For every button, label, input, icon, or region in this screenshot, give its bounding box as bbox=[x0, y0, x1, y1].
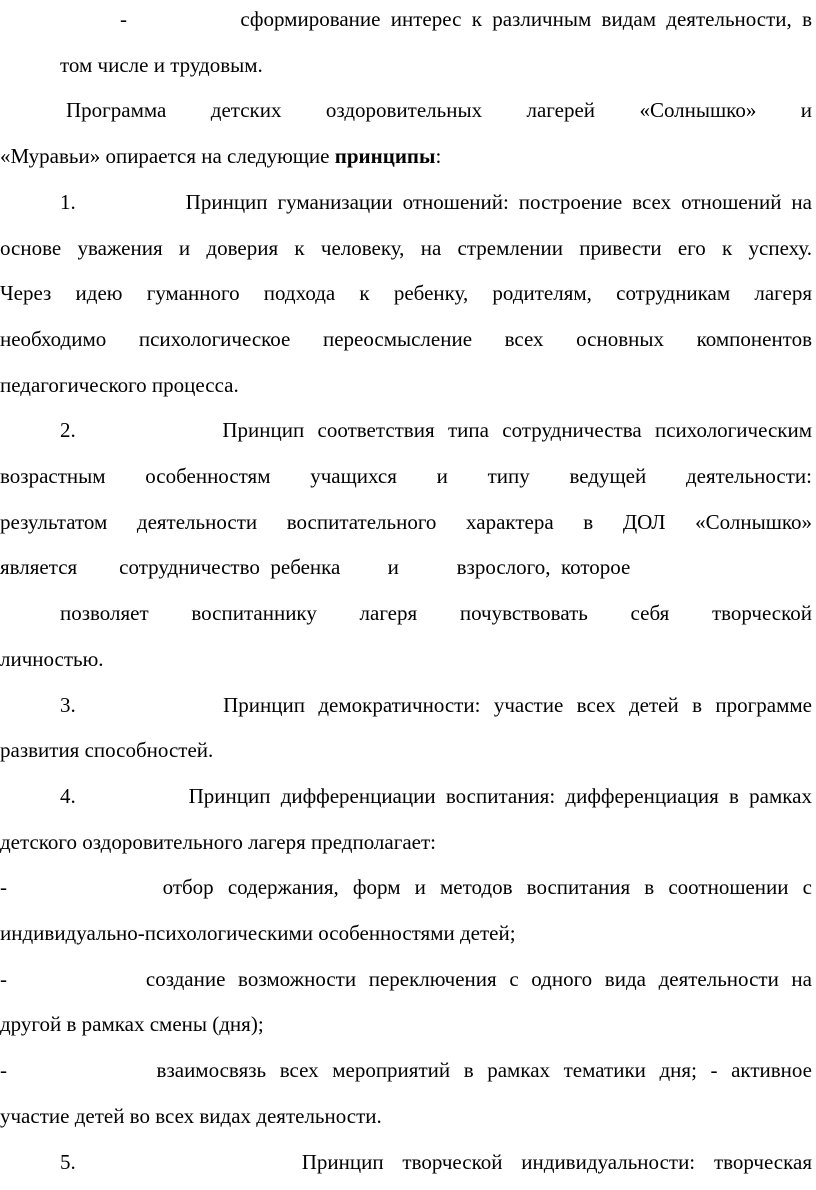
text-line: том числе и трудовым. bbox=[60, 52, 263, 77]
text-line: 3. Принцип демократичности: участие всех детей в программе bbox=[60, 692, 812, 717]
text-line: другой в рамках смены (дня); bbox=[0, 1012, 264, 1037]
text-line: 4. Принцип дифференциации воспитания: дифференциация в рамках bbox=[60, 783, 812, 808]
text-line: 1. Принцип гуманизации отношений: построение всех отношений на bbox=[60, 189, 812, 214]
text-line: педагогического процесса. bbox=[0, 372, 239, 397]
text-line: является сотрудничество ребенка и взрослого, которое bbox=[0, 555, 631, 580]
text-line: личностью. bbox=[0, 646, 104, 671]
text-line: Программа детских оздоровительных лагерей «Солнышко» и bbox=[66, 98, 812, 123]
text-line: - сформирование интерес к различным видам деятельности, в bbox=[120, 7, 812, 31]
text-fragment: «Муравьи» опирается на следующие bbox=[0, 144, 335, 169]
text-line: позволяет воспитаннику лагеря почувствовать себя творческой bbox=[60, 601, 812, 626]
text-line: индивидуально-психологическими особенностями детей; bbox=[0, 921, 516, 945]
text-line: развития способностей. bbox=[0, 738, 214, 763]
text-line: возрастным особенностям учащихся и типу ведущей деятельности: bbox=[0, 464, 812, 488]
text-line: - создание возможности переключения с одного вида деятельности на bbox=[0, 966, 812, 991]
text-line: Через идею гуманного подхода к ребенку, родителям, сотрудникам лагеря bbox=[0, 281, 812, 306]
text-line: детского оздоровительного лагеря предполагает: bbox=[0, 829, 436, 854]
text-line: 5. Принцип творческой индивидуальности: творческая bbox=[60, 1149, 812, 1174]
text-line: необходимо психологическое переосмысление всех основных компонентов bbox=[0, 326, 812, 351]
text-line: - взаимосвязь всех мероприятий в рамках тематики дня; - активное bbox=[0, 1058, 812, 1083]
text-line bbox=[0, 133, 812, 179]
text-line: основе уважения и доверия к человеку, на стремлении привести его к успеху. bbox=[0, 235, 812, 260]
text-line: - отбор содержания, форм и методов воспитания в соотношении с bbox=[0, 875, 812, 900]
text-line: результатом деятельности воспитательного характера в ДОЛ «Солнышко» bbox=[0, 509, 812, 534]
text-line: участие детей во всех видах деятельности. bbox=[0, 1103, 382, 1128]
text-fragment: : bbox=[435, 144, 442, 169]
text-line: 2. Принцип соответствия типа сотрудничества психологическим bbox=[60, 418, 812, 443]
bold-term: принципы bbox=[334, 144, 436, 169]
